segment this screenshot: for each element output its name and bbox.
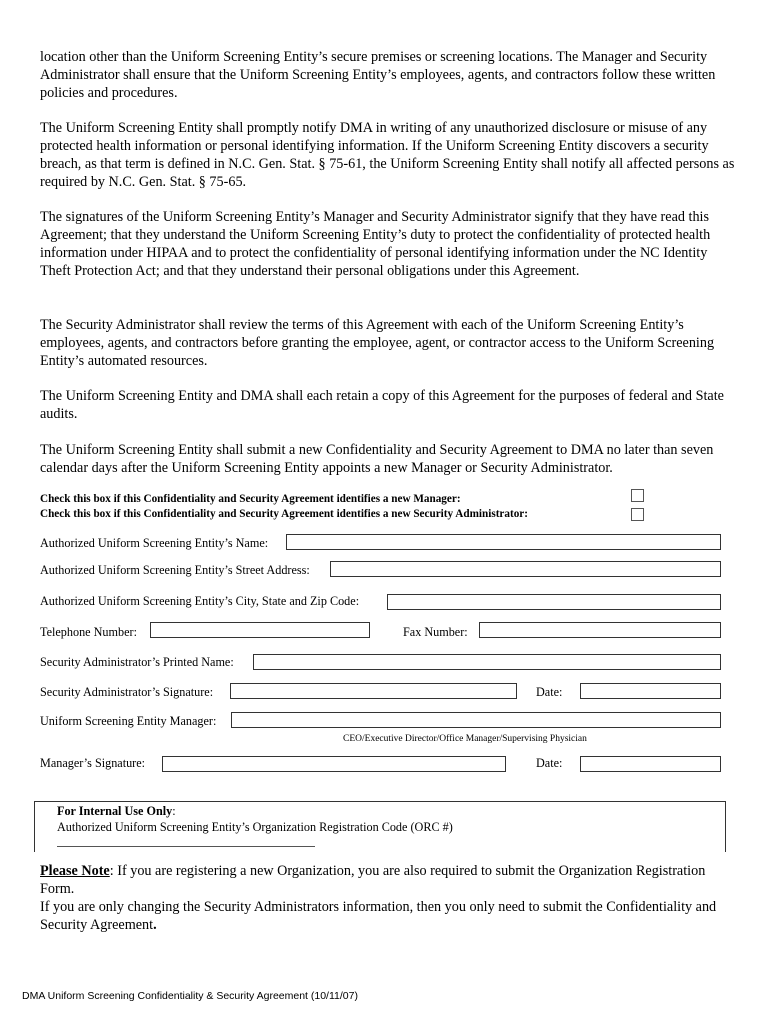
please-note-second: If you are only changing the Security Administrators information, then you only need to submit the Confidentiality and Security Agreement.	[40, 899, 717, 933]
sa-printed-name-label: Security Administrator’s Printed Name:	[40, 655, 234, 669]
paragraph-policies: location other than the Uniform Screening Entity’s secure premises or screening locations. The Manager and Security Administrator shall ensure that the Uniform Screening Entity’s employees, agents, and contractors follow these written policies and procedures.	[40, 49, 716, 101]
entity-name-field[interactable]	[286, 534, 721, 550]
sa-date-label: Date:	[536, 685, 563, 699]
fax-field[interactable]	[479, 622, 721, 638]
telephone-label: Telephone Number:	[40, 625, 137, 639]
paragraph-submit-new: The Uniform Screening Entity shall submit a new Confidentiality and Security Agreement to DMA no later than seven calendar days after the Uniform Screening Entity appoints a new Manager or Security Administrator.	[40, 442, 714, 476]
fax-label: Fax Number:	[403, 625, 468, 639]
street-address-label: Authorized Uniform Screening Entity’s Street Address:	[40, 563, 310, 577]
manager-signature-label: Manager’s Signature:	[40, 756, 146, 770]
paragraph-breach-notification: The Uniform Screening Entity shall promptly notify DMA in writing of any unauthorized disclosure or misuse of any protected health information or personal identifying information. If the Uniform Screening Entity discovers a security breach, as that term is defined in N.C. Gen. Stat. § 75-61, the Uniform Screening Entity shall notify all affected persons as required by N.C. Gen. Stat. § 75-65.	[40, 120, 735, 190]
manager-signature-field[interactable]	[162, 756, 506, 772]
internal-use-title: For Internal Use Only:	[57, 804, 176, 818]
manager-title-hint: CEO/Executive Director/Office Manager/Supervising Physician	[343, 734, 587, 744]
paragraph-retain-copy: The Uniform Screening Entity and DMA shall each retain a copy of this Agreement for the purposes of federal and State audits.	[40, 388, 724, 422]
manager-date-label: Date:	[536, 756, 563, 770]
please-note-heading: Please Note	[40, 863, 110, 879]
street-address-field[interactable]	[330, 561, 721, 577]
sa-date-field[interactable]	[580, 683, 721, 699]
orc-label: Authorized Uniform Screening Entity’s Organization Registration Code (ORC #)	[57, 820, 453, 834]
new-manager-checkbox[interactable]	[631, 489, 644, 502]
manager-field[interactable]	[231, 712, 721, 728]
new-security-admin-checkbox[interactable]	[631, 508, 644, 521]
entity-name-label: Authorized Uniform Screening Entity’s Name:	[40, 536, 269, 550]
footer-text: DMA Uniform Screening Confidentiality & Security Agreement (10/11/07)	[22, 990, 358, 1002]
telephone-field[interactable]	[150, 622, 370, 638]
manager-date-field[interactable]	[580, 756, 721, 772]
new-security-admin-checkbox-label: Check this box if this Confidentiality and Security Agreement identifies a new Security Administrator:	[40, 508, 528, 520]
paragraph-signatures: The signatures of the Uniform Screening Entity’s Manager and Security Administrator signify that they have read this Agreement; that they understand the Uniform Screening Entity’s duty to protect the confidentiality of protected health information under HIPAA and to protect the confidentiality of personal identifying information under the NC Identity Theft Protection Act; and that they understand their personal obligations under this Agreement.	[40, 209, 711, 279]
orc-entry-line[interactable]	[57, 846, 315, 847]
city-state-zip-label: Authorized Uniform Screening Entity’s City, State and Zip Code:	[40, 594, 360, 608]
manager-label: Uniform Screening Entity Manager:	[40, 714, 217, 728]
please-note: Please Note: If you are registering a new Organization, you are also required to submit the Organization Registration Form.	[40, 863, 706, 897]
new-manager-checkbox-label: Check this box if this Confidentiality and Security Agreement identifies a new Manager:	[40, 493, 461, 505]
paragraph-review-terms: The Security Administrator shall review the terms of this Agreement with each of the Uniform Screening Entity’s employees, agents, and contractors before granting the employee, agent, or contractor access to the Uniform Screening Entity’s automated resources.	[40, 317, 715, 369]
sa-signature-field[interactable]	[230, 683, 517, 699]
sa-signature-label: Security Administrator’s Signature:	[40, 685, 214, 699]
sa-printed-name-field[interactable]	[253, 654, 721, 670]
city-state-zip-field[interactable]	[387, 594, 721, 610]
